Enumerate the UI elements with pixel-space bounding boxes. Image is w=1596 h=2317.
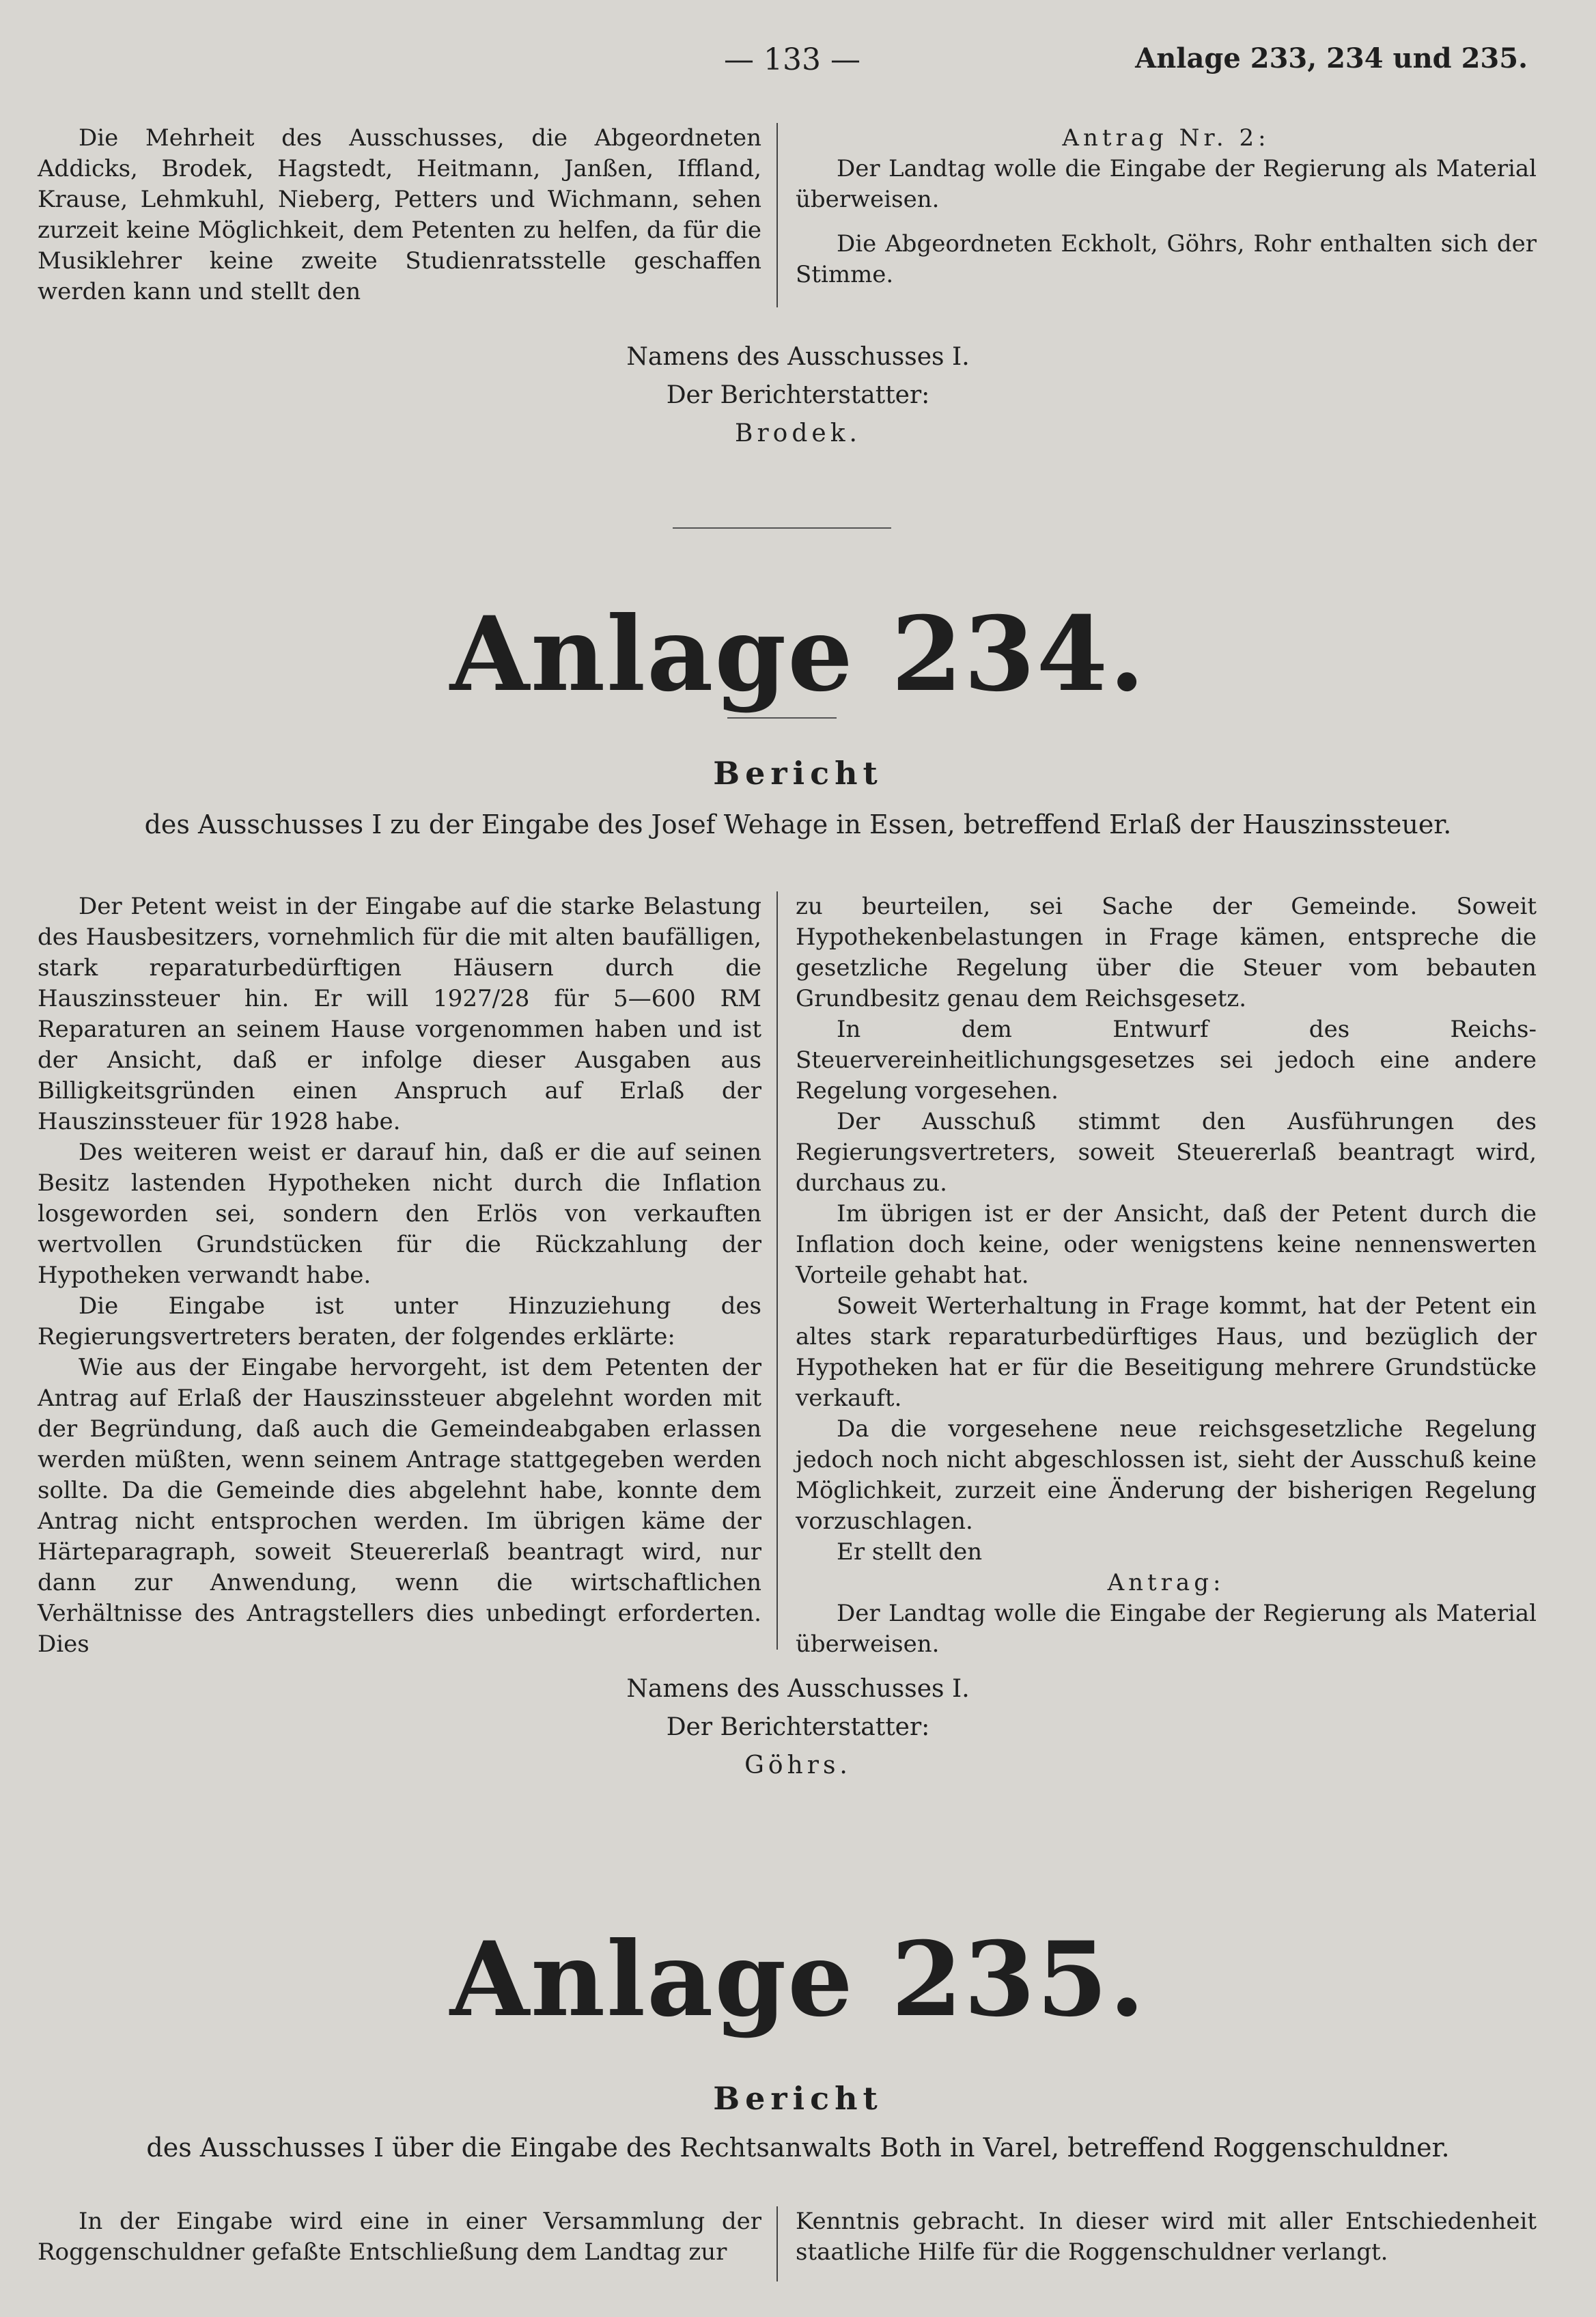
subtitle-234: des Ausschusses I zu der Eingabe des Josef Wehage in Essen, betreffend Erlaß der Hauszinssteuer. <box>144 809 1452 840</box>
column-divider <box>776 123 778 307</box>
anlage-234-title: Anlage 234. <box>449 594 1147 714</box>
paragraph-10: Da die vorgesehene neue reichsgesetzliche Regelung jedoch noch nicht abgeschlossen ist, sieht der Ausschuß keine Möglichkeit, zurzeit eine Änderung der bisherigen Regelung vorzuschlagen. <box>796 1415 1537 1535</box>
signature-committee: Namens des Ausschusses I. <box>626 343 970 371</box>
signature-block-233 <box>0 338 1596 453</box>
bericht-heading-235: Bericht <box>713 2080 883 2117</box>
body-235-left-column <box>38 2206 761 2268</box>
title-underline-rule <box>727 717 837 719</box>
paragraph-1: Der Petent weist in der Eingabe auf die starke Belastung des Hausbesitzers, vornehmlich für die mit alten baufälligen, stark reparaturbedürftigen Häusern durch die Hauszinssteuer hin. Er will 1927/28 für 5—600 RM Reparaturen an seinem Hause vorgenommen haben und ist der Ansicht, daß er infolge dieser Ausgaben aus Billigkeitsgründen einen Anspruch auf Erlaß der Hauszinssteuer für 1928 habe. <box>38 893 761 1135</box>
subtitle-235: des Ausschusses I über die Eingabe des Rechtsanwalts Both in Varel, betreffend Roggenschuldner. <box>146 2133 1450 2163</box>
paragraph-8: Im übrigen ist er der Ansicht, daß der Petent durch die Inflation doch keine, oder wenigstens keine nennenswerten Vorteile gehabt hat. <box>796 1200 1537 1289</box>
signature-name: Brodek. <box>735 419 861 447</box>
column-divider <box>776 891 778 1650</box>
majority-paragraph: Die Mehrheit des Ausschusses, die Abgeordneten Addicks, Brodek, Hagstedt, Heitmann, Janßen, Iffland, Krause, Lehmkuhl, Nieberg, Petters und Wichmann, sehen zurzeit keine Möglichkeit, dem Petenten zu helfen, da für die Musiklehrer keine zweite Studienratsstelle geschaffen werden kann und stellt den <box>38 124 761 305</box>
body-234-left-column <box>38 891 761 1660</box>
signature-committee: Namens des Ausschusses I. <box>626 1675 970 1703</box>
paragraph-6: In dem Entwurf des Reichs-Steuervereinheitlichungsgesetzes sei jedoch eine andere Regelung vorgesehen. <box>796 1016 1537 1105</box>
antrag-text: Der Landtag wolle die Eingabe der Regierung als Material überweisen. <box>796 155 1537 213</box>
page-number: — 133 — <box>724 42 860 77</box>
anlage-235-title: Anlage 235. <box>449 1919 1147 2040</box>
top-section <box>38 123 1537 307</box>
paragraph-235-right: Kenntnis gebracht. In dieser wird mit aller Entschiedenheit staatliche Hilfe für die Roggenschuldner verlangt. <box>796 2208 1537 2266</box>
antrag-heading-234: Antrag: <box>1107 1569 1225 1596</box>
paragraph-4: Wie aus der Eingabe hervorgeht, ist dem Petenten der Antrag auf Erlaß der Hauszinssteuer abgelehnt worden mit der Begründung, daß auch die Gemeindeabgaben erlassen werden müßten, wenn seinem Antrage stattgegeben werden sollte. Da die Gemeinde dies abgelehnt habe, konnte dem Antrag nicht entsprochen werden. Im übrigen käme der Härteparagraph, soweit Steuererlaß beantragt wird, nur dann zur Anwendung, wenn die wirtschaftlichen Verhältnisse des Antragstellers dies unbedingt erforderten. Dies <box>38 1354 761 1658</box>
paragraph-2: Des weiteren weist er darauf hin, daß er die auf seinen Besitz lastenden Hypotheken nicht durch die Inflation losgeworden sei, sondern den Erlös von verkauften wertvollen Grundstücken für die Rückzahlung der Hypotheken verwandt habe. <box>38 1139 761 1289</box>
section-divider-rule <box>673 527 891 529</box>
bericht-heading-234: Bericht <box>713 755 883 792</box>
paragraph-3: Die Eingabe ist unter Hinzuziehung des Regierungsvertreters beraten, der folgendes erklärte: <box>38 1292 761 1350</box>
anlage-234-body <box>38 891 1537 1658</box>
antrag-text-234: Der Landtag wolle die Eingabe der Regierung als Material überweisen. <box>796 1600 1537 1658</box>
running-head: Anlage 233, 234 und 235. <box>1135 42 1528 74</box>
abstention-paragraph: Die Abgeordneten Eckholt, Göhrs, Rohr enthalten sich der Stimme. <box>796 230 1537 288</box>
page-header <box>0 42 1596 90</box>
top-left-column <box>38 123 761 307</box>
anlage-235-body <box>38 2206 1537 2281</box>
antrag-heading: Antrag Nr. 2: <box>1062 124 1270 152</box>
body-235-right-column <box>796 2206 1537 2268</box>
paragraph-235-left: In der Eingabe wird eine in einer Versammlung der Roggenschuldner gefaßte Entschließung dem Landtag zur <box>38 2208 761 2266</box>
paragraph-7: Der Ausschuß stimmt den Ausführungen des Regierungsvertreters, soweit Steuererlaß beantragt wird, durchaus zu. <box>796 1108 1537 1197</box>
column-divider <box>776 2206 778 2281</box>
signature-name: Göhrs. <box>744 1751 852 1779</box>
paragraph-11: Er stellt den <box>837 1538 983 1566</box>
signature-role: Der Berichterstatter: <box>666 381 930 409</box>
signature-role: Der Berichterstatter: <box>666 1713 930 1741</box>
top-right-column <box>796 123 1537 290</box>
paragraph-9: Soweit Werterhaltung in Frage kommt, hat der Petent ein altes stark reparaturbedürftiges Haus, und bezüglich der Hypotheken hat er für die Beseitigung mehrere Grundstücke verkauft. <box>796 1292 1537 1412</box>
signature-block-234 <box>0 1670 1596 1785</box>
body-234-right-column <box>796 891 1537 1660</box>
paragraph-5: zu beurteilen, sei Sache der Gemeinde. Soweit Hypothekenbelastungen in Frage kämen, entspreche die gesetzliche Regelung über die Steuer vom bebauten Grundbesitz genau dem Reichsgesetz. <box>796 893 1537 1012</box>
